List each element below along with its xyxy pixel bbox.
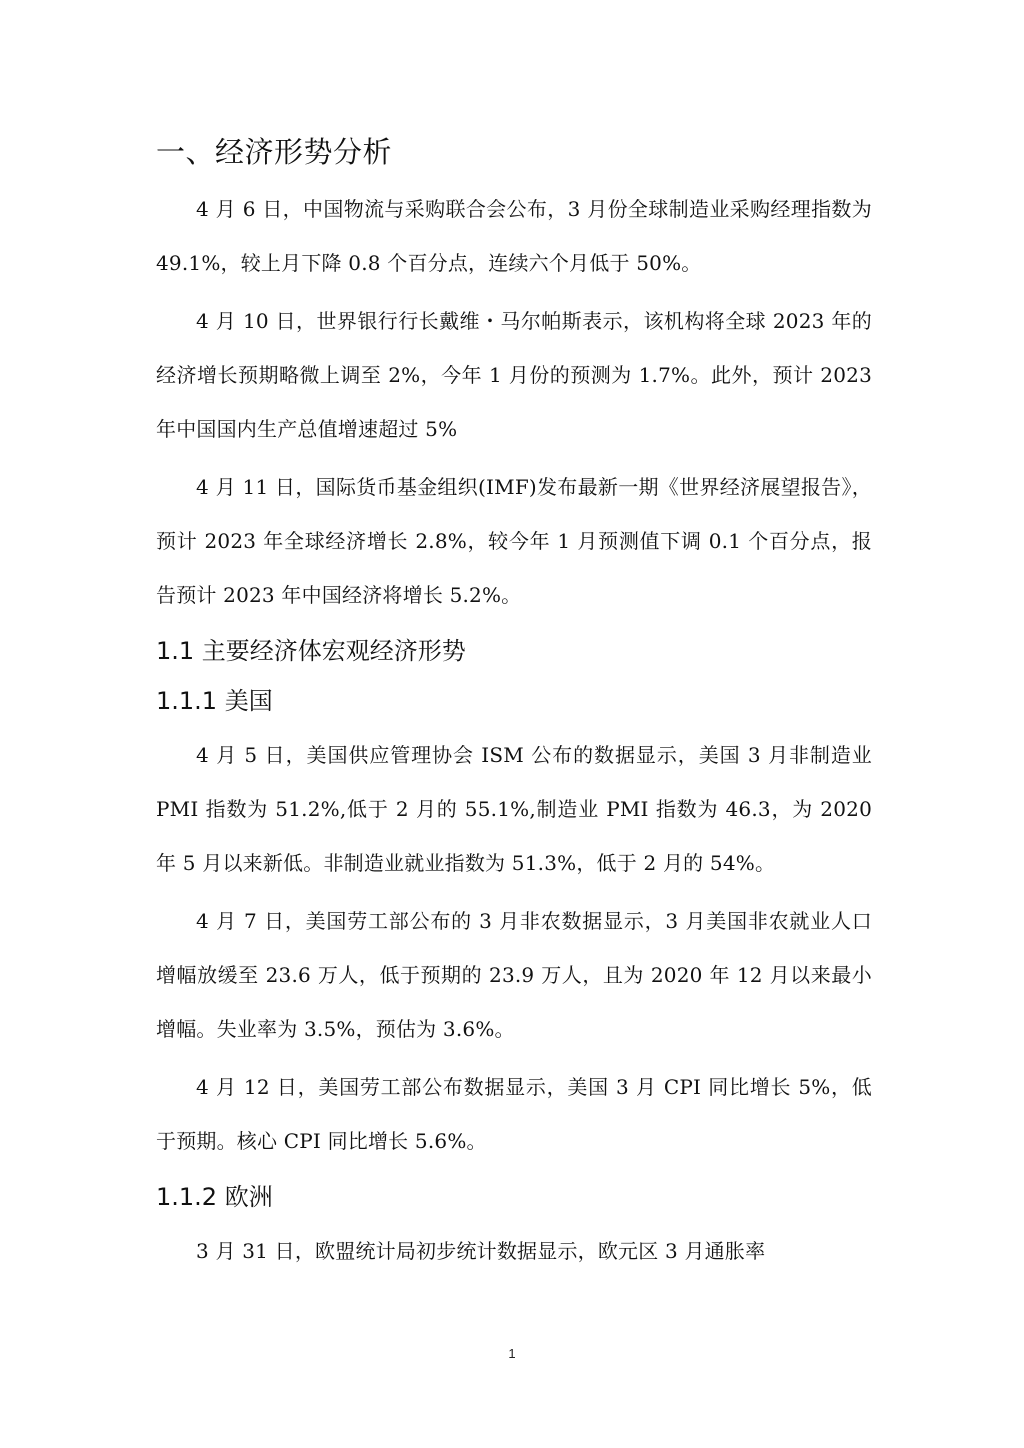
paragraph-ism-pmi: 4 月 5 日，美国供应管理协会 ISM 公布的数据显示，美国 3 月非制造业 PMI 指数为 51.2%,低于 2 月的 55.1%,制造业 PMI 指数为 46.3，为 2020 年 5 月以来新低。非制造业就业指数为 51.3%，低于 2 月的 54%。: [156, 743, 872, 875]
paragraph-world-bank: 4 月 10 日，世界银行行长戴维・马尔帕斯表示，该机构将全球 2023 年的经济增长预期略微上调至 2%，今年 1 月份的预测为 1.7%。此外，预计 2023 年中国国内生产总值增速超过 5%: [156, 309, 872, 441]
page-number: 1: [508, 1346, 516, 1361]
paragraph-imf-report: 4 月 11 日，国际货币基金组织(IMF)发布最新一期《世界经济展望报告》，预计 2023 年全球经济增长 2.8%，较今年 1 月预测值下调 0.1 个百分点，报告预计 2023 年中国经济将增长 5.2%。: [156, 475, 872, 607]
subsection-heading-europe: 1.1.2 欧洲: [156, 1183, 273, 1211]
subsection-heading-major-economies: 1.1 主要经济体宏观经济形势: [156, 637, 466, 665]
paragraph-nonfarm-payrolls: 4 月 7 日，美国劳工部公布的 3 月非农数据显示，3 月美国非农就业人口增幅放缓至 23.6 万人，低于预期的 23.9 万人，且为 2020 年 12 月以来最小增幅。失业率为 3.5%，预估为 3.6%。: [156, 909, 872, 1041]
subsection-heading-usa: 1.1.1 美国: [156, 687, 273, 715]
document-body: [156, 128, 872, 1282]
paragraph-pmi-global: 4 月 6 日，中国物流与采购联合会公布，3 月份全球制造业采购经理指数为 49.1%，较上月下降 0.8 个百分点，连续六个月低于 50%。: [156, 197, 872, 275]
paragraph-eurostat-inflation: 3 月 31 日，欧盟统计局初步统计数据显示，欧元区 3 月通胀率: [196, 1239, 766, 1263]
section-heading-economic-analysis: 一、经济形势分析: [156, 135, 393, 169]
paragraph-cpi: 4 月 12 日，美国劳工部公布数据显示，美国 3 月 CPI 同比增长 5%，低于预期。核心 CPI 同比增长 5.6%。: [156, 1075, 872, 1153]
